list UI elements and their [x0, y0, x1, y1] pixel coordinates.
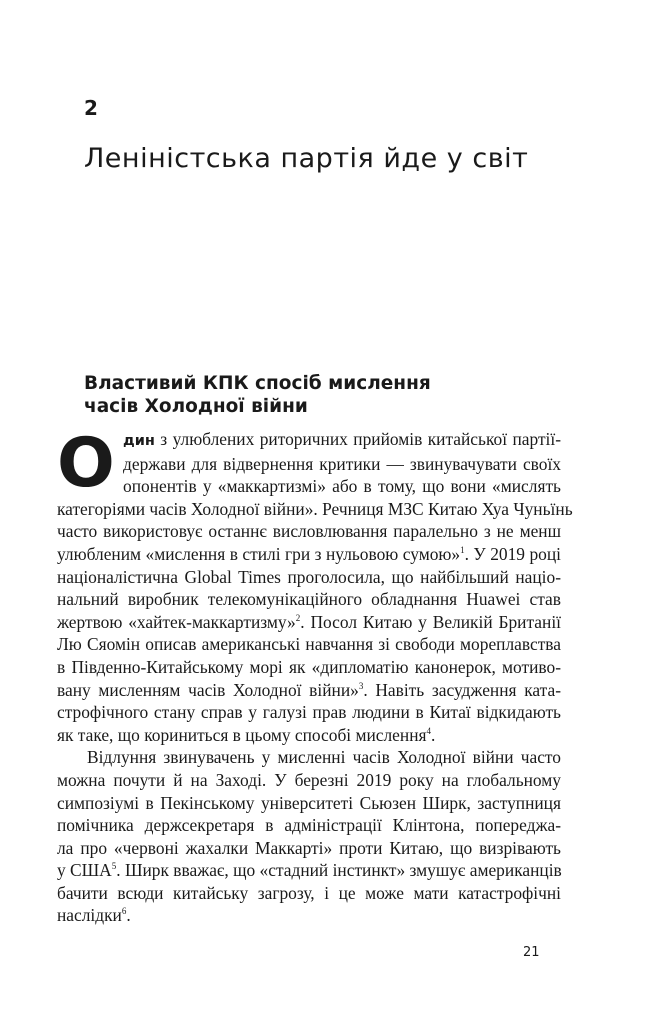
text-line: улюбленим «мислення в стилі гри з нульовою сумою»$^1$. У 2019 році [57, 543, 562, 564]
lead-word: дин [123, 433, 155, 449]
text-line: вану мисленням часів Холодної війни»$^3$. Навіть засудження ката- [57, 679, 561, 700]
text-line: ла про «червоні жахалки Маккарті» проти Китаю, що визрівають [57, 837, 561, 858]
text-line: у США$^5$. Ширк вважає, що «стадний інстинкт» змушує американців [57, 860, 562, 881]
text-line: як таке, що кориниться в цьому способі мислення$^4$. [57, 724, 436, 745]
footnote-ref: 5 [111, 861, 117, 872]
section-heading-line: часів Холодної війни [84, 396, 308, 417]
drop-cap: О [57, 424, 115, 503]
text-line: бачити всюди китайську загрозу, і це може мати катастрофічні [57, 882, 561, 903]
text-line: строфічного стану справ у галузі прав людини в Китаї відкидають [57, 702, 561, 723]
body-text [57, 424, 573, 927]
chapter-title: Леніністська партія йде у світ [84, 143, 529, 174]
footnote-ref: 1 [460, 545, 465, 556]
section-heading [84, 372, 431, 418]
page-number: 21 [523, 945, 540, 960]
text-line: Відлуння звинувачень у мисленні часів Холодної війни часто [87, 747, 561, 768]
text-line: в Південно-Китайському морі як «дипломатію канонерок, мотиво- [57, 656, 561, 677]
footnote-ref: 3 [358, 680, 364, 691]
text-line: Лю Сяомін описав американські навчання зі свободи мореплавства [57, 634, 561, 655]
footnote-ref: 2 [295, 612, 301, 623]
text-line: націоналістична Global Times проголосила, що найбільший націо- [57, 566, 561, 587]
text-line: дин з улюблених риторичних прийомів китайської партії- [123, 429, 561, 449]
text-line: наслідки$^6$. [57, 905, 131, 926]
section-heading-line: Властивий КПК спосіб мислення [84, 373, 431, 394]
chapter-number: 2 [84, 96, 98, 120]
text-line: симпозіумі в Пекінському університеті Сьюзен Ширк, заступниця [57, 792, 561, 813]
footnote-ref: 4 [426, 725, 432, 736]
text-line: нальний виробник телекомунікаційного обладнання Huawei став [57, 589, 561, 610]
text-line: помічника держсекретаря в адміністрації Клінтона, попереджа- [57, 815, 561, 836]
text-line: можна почути й на Заході. У березні 2019 року на глобальному [57, 769, 561, 790]
text-line: держави для відвернення критики — звинувачувати своїх [123, 453, 561, 474]
footnote-ref: 6 [121, 906, 127, 917]
text-line: жертвою «хайтек-маккартизму»$^2$. Посол Китаю у Великій Британії [57, 611, 561, 632]
text-line: опонентів у «маккартизмі» або в тому, що вони «мислять [123, 476, 561, 497]
text-line: часто використовує останнє висловлювання паралельно з не менш [57, 521, 561, 542]
text-line: категоріями часів Холодної війни». Речниця МЗС Китаю Хуа Чуньїнь [57, 498, 573, 519]
